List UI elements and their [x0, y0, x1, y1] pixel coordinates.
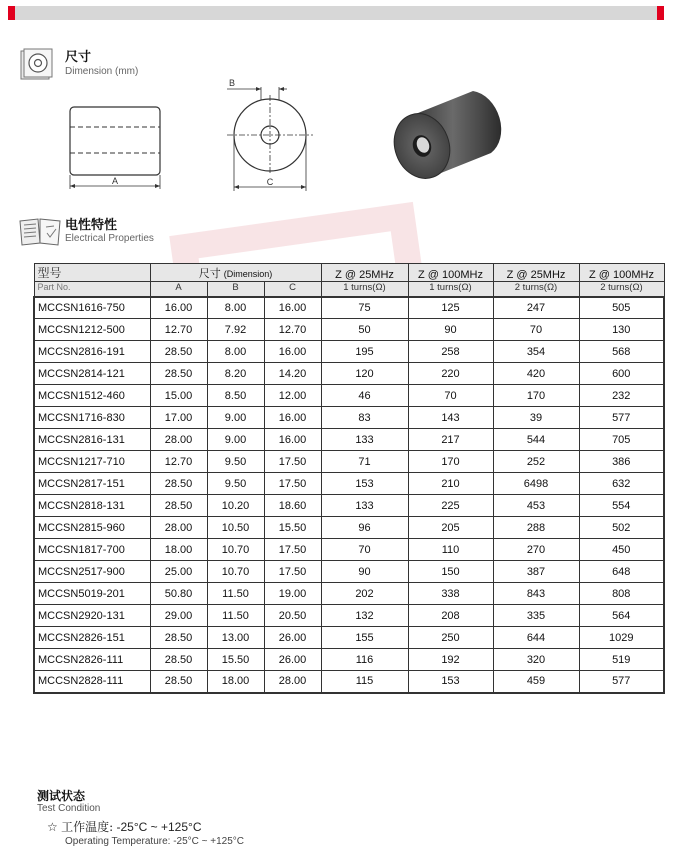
cell-dim-b: 8.20 — [207, 363, 264, 385]
header-col-b: B — [207, 282, 264, 297]
cell-dim-c: 16.00 — [264, 297, 321, 319]
cell-z-25mhz-1t: 155 — [321, 627, 408, 649]
cell-dim-b: 11.50 — [207, 583, 264, 605]
cell-z-25mhz-2t: 247 — [493, 297, 579, 319]
cell-z-100mhz-2t: 577 — [579, 407, 664, 429]
cell-dim-b: 9.50 — [207, 451, 264, 473]
cell-part-number: MCCSN1716-830 — [34, 407, 150, 429]
cell-dim-a: 28.50 — [150, 363, 207, 385]
cell-z-25mhz-2t: 453 — [493, 495, 579, 517]
cell-dim-a: 28.50 — [150, 473, 207, 495]
cell-dim-a: 17.00 — [150, 407, 207, 429]
cell-dim-c: 12.70 — [264, 319, 321, 341]
cell-z-100mhz-2t: 577 — [579, 671, 664, 693]
cell-part-number: MCCSN2818-131 — [34, 495, 150, 517]
header-bar-left-accent — [8, 6, 15, 20]
table-row — [34, 495, 664, 517]
cell-dim-a: 28.00 — [150, 429, 207, 451]
cell-dim-b: 10.70 — [207, 539, 264, 561]
cell-dim-b: 7.92 — [207, 319, 264, 341]
table-body — [34, 297, 664, 693]
cell-dim-b: 18.00 — [207, 671, 264, 693]
header-z1-turns: 1 turns(Ω) — [321, 282, 408, 297]
cell-z-25mhz-2t: 320 — [493, 649, 579, 671]
header-bar-right-accent — [657, 6, 664, 20]
cell-z-25mhz-1t: 70 — [321, 539, 408, 561]
cell-z-100mhz-2t: 648 — [579, 561, 664, 583]
cell-z-100mhz-2t: 386 — [579, 451, 664, 473]
cell-z-25mhz-2t: 843 — [493, 583, 579, 605]
cell-dim-b: 9.50 — [207, 473, 264, 495]
cell-dim-c: 28.00 — [264, 671, 321, 693]
cell-dim-a: 12.70 — [150, 319, 207, 341]
cell-dim-b: 8.00 — [207, 341, 264, 363]
header-z3: Z @ 25MHz — [493, 264, 579, 282]
table-row — [34, 605, 664, 627]
cell-z-25mhz-1t: 90 — [321, 561, 408, 583]
operating-temperature-en: Operating Temperature: -25°C ~ +125°C — [65, 836, 245, 847]
table-row — [34, 341, 664, 363]
cell-z-100mhz-2t: 1029 — [579, 627, 664, 649]
cell-z-25mhz-2t: 387 — [493, 561, 579, 583]
cell-z-100mhz-1t: 205 — [408, 517, 493, 539]
table-row — [34, 627, 664, 649]
cell-dim-c: 17.50 — [264, 539, 321, 561]
header-z3-turns: 2 turns(Ω) — [493, 282, 579, 297]
header-dimension: 尺寸 (Dimension) — [150, 264, 321, 282]
table-row — [34, 649, 664, 671]
table-row — [34, 561, 664, 583]
header-model: 型号 — [34, 264, 150, 282]
cell-z-25mhz-2t: 288 — [493, 517, 579, 539]
dimension-b-label: B — [229, 78, 236, 88]
cell-z-25mhz-1t: 202 — [321, 583, 408, 605]
front-view-drawing — [225, 75, 315, 193]
cell-part-number: MCCSN2920-131 — [34, 605, 150, 627]
side-view-drawing — [60, 95, 180, 190]
electrical-title: 电性特性 — [65, 218, 118, 233]
cell-z-100mhz-2t: 232 — [579, 385, 664, 407]
cell-dim-a: 12.70 — [150, 451, 207, 473]
dimension-a-label: A — [111, 176, 119, 186]
cell-z-25mhz-1t: 133 — [321, 495, 408, 517]
cell-part-number: MCCSN2826-111 — [34, 649, 150, 671]
cell-dim-c: 17.50 — [264, 451, 321, 473]
cell-part-number: MCCSN1212-500 — [34, 319, 150, 341]
cell-z-100mhz-1t: 210 — [408, 473, 493, 495]
cell-part-number: MCCSN2816-191 — [34, 341, 150, 363]
cell-z-100mhz-1t: 153 — [408, 671, 493, 693]
cell-dim-a: 25.00 — [150, 561, 207, 583]
table-row — [34, 451, 664, 473]
cell-z-25mhz-1t: 120 — [321, 363, 408, 385]
table-row — [34, 583, 664, 605]
table-row — [34, 671, 664, 693]
cell-dim-b: 13.00 — [207, 627, 264, 649]
cell-z-25mhz-1t: 96 — [321, 517, 408, 539]
table-row — [34, 517, 664, 539]
cell-z-100mhz-2t: 564 — [579, 605, 664, 627]
cell-dim-a: 28.00 — [150, 517, 207, 539]
header-z1: Z @ 25MHz — [321, 264, 408, 282]
cell-part-number: MCCSN2817-151 — [34, 473, 150, 495]
operating-temperature-line — [47, 818, 201, 835]
cell-dim-a: 28.50 — [150, 341, 207, 363]
cell-dim-a: 29.00 — [150, 605, 207, 627]
cell-z-25mhz-1t: 83 — [321, 407, 408, 429]
cell-z-100mhz-2t: 632 — [579, 473, 664, 495]
cell-dim-c: 17.50 — [264, 561, 321, 583]
cell-dim-c: 15.50 — [264, 517, 321, 539]
cell-z-100mhz-2t: 519 — [579, 649, 664, 671]
cell-z-25mhz-2t: 252 — [493, 451, 579, 473]
cell-z-25mhz-1t: 153 — [321, 473, 408, 495]
cell-dim-b: 9.00 — [207, 429, 264, 451]
electrical-book-icon — [18, 213, 62, 249]
cell-z-100mhz-1t: 110 — [408, 539, 493, 561]
cell-dim-b: 10.20 — [207, 495, 264, 517]
cell-z-25mhz-2t: 354 — [493, 341, 579, 363]
cell-z-25mhz-2t: 270 — [493, 539, 579, 561]
cell-z-100mhz-2t: 705 — [579, 429, 664, 451]
cell-z-100mhz-1t: 125 — [408, 297, 493, 319]
cell-z-25mhz-2t: 70 — [493, 319, 579, 341]
cell-dim-c: 18.60 — [264, 495, 321, 517]
header-z4-turns: 2 turns(Ω) — [579, 282, 664, 297]
table-row — [34, 473, 664, 495]
header-z2: Z @ 100MHz — [408, 264, 493, 282]
cell-z-100mhz-1t: 90 — [408, 319, 493, 341]
cell-dim-b: 8.00 — [207, 297, 264, 319]
table-row — [34, 363, 664, 385]
cell-part-number: MCCSN1512-460 — [34, 385, 150, 407]
dimension-c-label: C — [266, 177, 274, 187]
dimension-cd-icon — [20, 48, 54, 82]
cell-z-100mhz-1t: 150 — [408, 561, 493, 583]
specification-table — [33, 263, 665, 694]
cell-dim-b: 8.50 — [207, 385, 264, 407]
cell-dim-a: 28.50 — [150, 495, 207, 517]
cell-dim-b: 11.50 — [207, 605, 264, 627]
cell-z-100mhz-1t: 208 — [408, 605, 493, 627]
cell-z-25mhz-2t: 420 — [493, 363, 579, 385]
cell-dim-c: 12.00 — [264, 385, 321, 407]
header-bar — [8, 6, 664, 20]
cell-part-number: MCCSN2828-111 — [34, 671, 150, 693]
cell-z-25mhz-1t: 71 — [321, 451, 408, 473]
cell-dim-a: 28.50 — [150, 649, 207, 671]
cell-part-number: MCCSN2816-131 — [34, 429, 150, 451]
dimension-subtitle: Dimension (mm) — [65, 66, 139, 77]
dimension-title: 尺寸 — [65, 50, 92, 65]
cell-z-100mhz-2t: 450 — [579, 539, 664, 561]
cell-z-100mhz-2t: 502 — [579, 517, 664, 539]
ferrite-core-3d-image — [385, 85, 510, 190]
cell-dim-c: 26.00 — [264, 627, 321, 649]
cell-dim-b: 15.50 — [207, 649, 264, 671]
cell-z-100mhz-1t: 258 — [408, 341, 493, 363]
cell-dim-a: 50.80 — [150, 583, 207, 605]
cell-part-number: MCCSN1817-700 — [34, 539, 150, 561]
cell-z-100mhz-2t: 130 — [579, 319, 664, 341]
cell-dim-c: 14.20 — [264, 363, 321, 385]
cell-z-25mhz-2t: 335 — [493, 605, 579, 627]
cell-z-25mhz-1t: 195 — [321, 341, 408, 363]
table-row — [34, 385, 664, 407]
cell-part-number: MCCSN1616-750 — [34, 297, 150, 319]
cell-part-number: MCCSN2814-121 — [34, 363, 150, 385]
cell-z-100mhz-1t: 338 — [408, 583, 493, 605]
cell-z-25mhz-2t: 459 — [493, 671, 579, 693]
table-row — [34, 407, 664, 429]
cell-dim-a: 28.50 — [150, 671, 207, 693]
cell-dim-c: 19.00 — [264, 583, 321, 605]
cell-z-25mhz-1t: 132 — [321, 605, 408, 627]
table-row — [34, 429, 664, 451]
table-row — [34, 319, 664, 341]
cell-z-25mhz-2t: 39 — [493, 407, 579, 429]
cell-z-100mhz-1t: 70 — [408, 385, 493, 407]
cell-z-100mhz-1t: 225 — [408, 495, 493, 517]
test-condition-subtitle: Test Condition — [37, 803, 101, 814]
cell-dim-c: 16.00 — [264, 407, 321, 429]
cell-z-100mhz-1t: 220 — [408, 363, 493, 385]
cell-z-25mhz-1t: 75 — [321, 297, 408, 319]
electrical-subtitle: Electrical Properties — [65, 233, 154, 244]
cell-z-100mhz-1t: 217 — [408, 429, 493, 451]
cell-part-number: MCCSN2517-900 — [34, 561, 150, 583]
header-model-en: Part No. — [34, 282, 150, 297]
cell-z-25mhz-1t: 133 — [321, 429, 408, 451]
cell-part-number: MCCSN1217-710 — [34, 451, 150, 473]
cell-part-number: MCCSN5019-201 — [34, 583, 150, 605]
cell-z-25mhz-1t: 115 — [321, 671, 408, 693]
cell-dim-c: 16.00 — [264, 341, 321, 363]
operating-temperature-label: 工作温度: — [61, 820, 114, 834]
cell-part-number: MCCSN2826-151 — [34, 627, 150, 649]
cell-z-100mhz-2t: 505 — [579, 297, 664, 319]
cell-z-100mhz-1t: 250 — [408, 627, 493, 649]
table-row — [34, 539, 664, 561]
cell-z-100mhz-2t: 808 — [579, 583, 664, 605]
header-col-c: C — [264, 282, 321, 297]
cell-z-25mhz-1t: 116 — [321, 649, 408, 671]
cell-z-25mhz-2t: 6498 — [493, 473, 579, 495]
cell-z-100mhz-1t: 192 — [408, 649, 493, 671]
cell-z-25mhz-1t: 50 — [321, 319, 408, 341]
cell-part-number: MCCSN2815-960 — [34, 517, 150, 539]
cell-dim-a: 15.00 — [150, 385, 207, 407]
cell-z-100mhz-2t: 600 — [579, 363, 664, 385]
cell-z-100mhz-1t: 143 — [408, 407, 493, 429]
star-bullet-icon: ☆ — [47, 820, 58, 834]
cell-z-100mhz-1t: 170 — [408, 451, 493, 473]
cell-dim-b: 9.00 — [207, 407, 264, 429]
header-z4: Z @ 100MHz — [579, 264, 664, 282]
cell-dim-b: 10.70 — [207, 561, 264, 583]
cell-dim-a: 18.00 — [150, 539, 207, 561]
operating-temperature-value: -25°C ~ +125°C — [116, 820, 202, 834]
cell-dim-c: 26.00 — [264, 649, 321, 671]
table-row — [34, 297, 664, 319]
header-z2-turns: 1 turns(Ω) — [408, 282, 493, 297]
cell-dim-c: 16.00 — [264, 429, 321, 451]
cell-z-100mhz-2t: 568 — [579, 341, 664, 363]
cell-z-25mhz-1t: 46 — [321, 385, 408, 407]
cell-z-100mhz-2t: 554 — [579, 495, 664, 517]
cell-z-25mhz-2t: 644 — [493, 627, 579, 649]
cell-dim-b: 10.50 — [207, 517, 264, 539]
cell-dim-a: 28.50 — [150, 627, 207, 649]
header-col-a: A — [150, 282, 207, 297]
cell-dim-c: 17.50 — [264, 473, 321, 495]
cell-z-25mhz-2t: 170 — [493, 385, 579, 407]
cell-dim-a: 16.00 — [150, 297, 207, 319]
cell-dim-c: 20.50 — [264, 605, 321, 627]
cell-z-25mhz-2t: 544 — [493, 429, 579, 451]
test-condition-title: 测试状态 — [37, 789, 86, 803]
